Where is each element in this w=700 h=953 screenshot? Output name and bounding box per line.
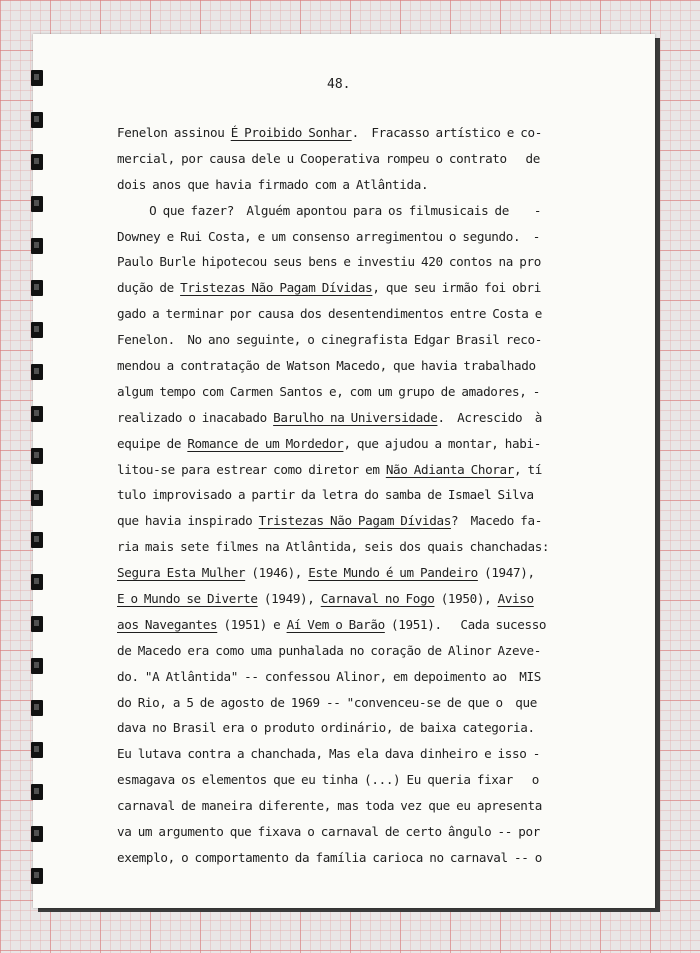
text-line [117, 172, 597, 198]
text-run: (1951). Cada sucesso [384, 616, 547, 632]
comb-binding [31, 70, 47, 910]
text-line [117, 560, 597, 586]
binding-hole [31, 658, 43, 674]
text-run: , tí [514, 461, 542, 477]
binding-hole [31, 238, 43, 254]
binding-hole [31, 70, 43, 86]
film-title: Tristezas Não Pagam Dívidas [180, 280, 373, 296]
text-line [117, 534, 597, 560]
text-line [117, 353, 597, 379]
text-line [117, 405, 597, 431]
binding-hole [31, 574, 43, 590]
binding-hole [31, 868, 43, 884]
film-title: Este Mundo é um Pandeiro [308, 565, 478, 581]
page-number: 48. [327, 77, 351, 92]
text-line [117, 482, 597, 508]
text-run: Paulo Burle hipotecou seus bens e investiu 420 contos na pro [117, 254, 541, 270]
text-run: do Rio, a 5 de agosto de 1969 -- "convenceu-se de que o que [117, 694, 537, 710]
film-title: Aviso [497, 591, 534, 607]
text-run: tulo improvisado a partir da letra do samba de Ismael Silva [117, 487, 534, 503]
text-run: do. "A Atlântida" -- confessou Alinor, em depoimento ao MIS [117, 668, 541, 684]
text-line [117, 120, 597, 146]
text-run: algum tempo com Carmen Santos e, com um grupo de amadores, - [117, 383, 540, 399]
text-run: , que ajudou a montar, habi- [343, 435, 541, 451]
binding-hole [31, 112, 43, 128]
binding-hole [31, 826, 43, 842]
text-line [117, 379, 597, 405]
text-run: esmagava os elementos que eu tinha (...) Eu queria fixar o [117, 772, 539, 788]
text-line [117, 301, 597, 327]
text-line [117, 198, 597, 224]
text-line [117, 767, 597, 793]
text-run: Eu lutava contra a chanchada, Mas ela dava dinheiro e isso - [117, 746, 540, 762]
text-run: Downey e Rui Costa, e um consenso arregimentou o segundo. - [117, 228, 540, 244]
binding-hole [31, 700, 43, 716]
binding-hole [31, 490, 43, 506]
text-line [117, 508, 597, 534]
text-body [117, 120, 597, 871]
text-line [117, 690, 597, 716]
text-run: ria mais sete filmes na Atlântida, seis dos quais chanchadas: [117, 539, 550, 555]
binding-hole [31, 196, 43, 212]
text-run: realizado o inacabado [117, 409, 274, 425]
film-title: Aí Vem o Barão [286, 616, 385, 632]
text-line [117, 224, 597, 250]
text-line [117, 793, 597, 819]
text-run: (1946), [245, 565, 309, 581]
text-run: Fenelon assinou [117, 125, 231, 140]
film-title: Romance de um Mordedor [187, 435, 344, 451]
text-run: litou-se para estrear como diretor em [117, 461, 386, 477]
text-run: (1951) e [217, 616, 287, 632]
text-line [117, 249, 597, 275]
text-run: dução de [117, 280, 181, 296]
text-run: , que seu irmão foi obri [372, 280, 541, 296]
text-run: dois anos que havia firmado com a Atlântida. [117, 176, 429, 192]
text-run: (1950), [434, 591, 498, 607]
text-run: exemplo, o comportamento da família carioca no carnaval -- o [117, 849, 542, 865]
binding-hole [31, 784, 43, 800]
text-line [117, 845, 597, 871]
text-run: O que fazer? Alguém apontou para os filmusicais de - [117, 202, 542, 218]
binding-hole [31, 448, 43, 464]
text-run: de Macedo era como uma punhalada no coração de Alinor Azeve- [117, 642, 541, 658]
text-run: Fenelon. No ano seguinte, o cinegrafista Edgar Brasil reco- [117, 332, 542, 348]
text-line [117, 146, 597, 172]
text-run: va um argumento que fixava o carnaval de certo ângulo -- por [117, 824, 540, 840]
binding-hole [31, 364, 43, 380]
text-run: . Fracasso artístico e co- [351, 125, 542, 140]
text-run: mercial, por causa dele u Cooperativa rompeu o contrato de [117, 150, 540, 166]
film-title: É Proibido Sonhar [230, 125, 352, 140]
film-title: Barulho na Universidade [273, 409, 438, 425]
text-run: ? Macedo fa- [450, 513, 542, 529]
text-run: mendou a contratação de Watson Macedo, que havia trabalhado [117, 358, 536, 374]
binding-hole [31, 406, 43, 422]
text-run: dava no Brasil era o produto ordinário, de baixa categoria. [117, 720, 535, 736]
film-title: Não Adianta Chorar [385, 461, 515, 477]
text-line [117, 741, 597, 767]
binding-hole [31, 616, 43, 632]
text-run: . Acrescido à [437, 409, 542, 425]
film-title: E o Mundo se Diverte [117, 591, 258, 607]
text-run: carnaval de maneira diferente, mas toda vez que eu apresenta [117, 798, 542, 814]
text-line [117, 457, 597, 483]
text-run: (1947), [477, 565, 535, 581]
film-title: aos Navegantes [117, 616, 218, 632]
text-run: equipe de [117, 435, 188, 451]
binding-hole [31, 280, 43, 296]
binding-hole [31, 154, 43, 170]
binding-hole [31, 532, 43, 548]
text-line [117, 327, 597, 353]
text-line [117, 664, 597, 690]
text-line [117, 638, 597, 664]
binding-hole [31, 322, 43, 338]
film-title: Carnaval no Fogo [320, 591, 435, 607]
text-line [117, 612, 597, 638]
text-run: que havia inspirado [117, 513, 259, 529]
text-line [117, 275, 597, 301]
film-title: Segura Esta Mulher [117, 565, 246, 581]
text-line [117, 586, 597, 612]
text-line [117, 819, 597, 845]
binding-hole [31, 742, 43, 758]
film-title: Tristezas Não Pagam Dívidas [258, 513, 451, 529]
text-run: gado a terminar por causa dos desentendimentos entre Costa e [117, 306, 542, 322]
text-run: (1949), [257, 591, 321, 607]
text-line [117, 715, 597, 741]
text-line [117, 431, 597, 457]
